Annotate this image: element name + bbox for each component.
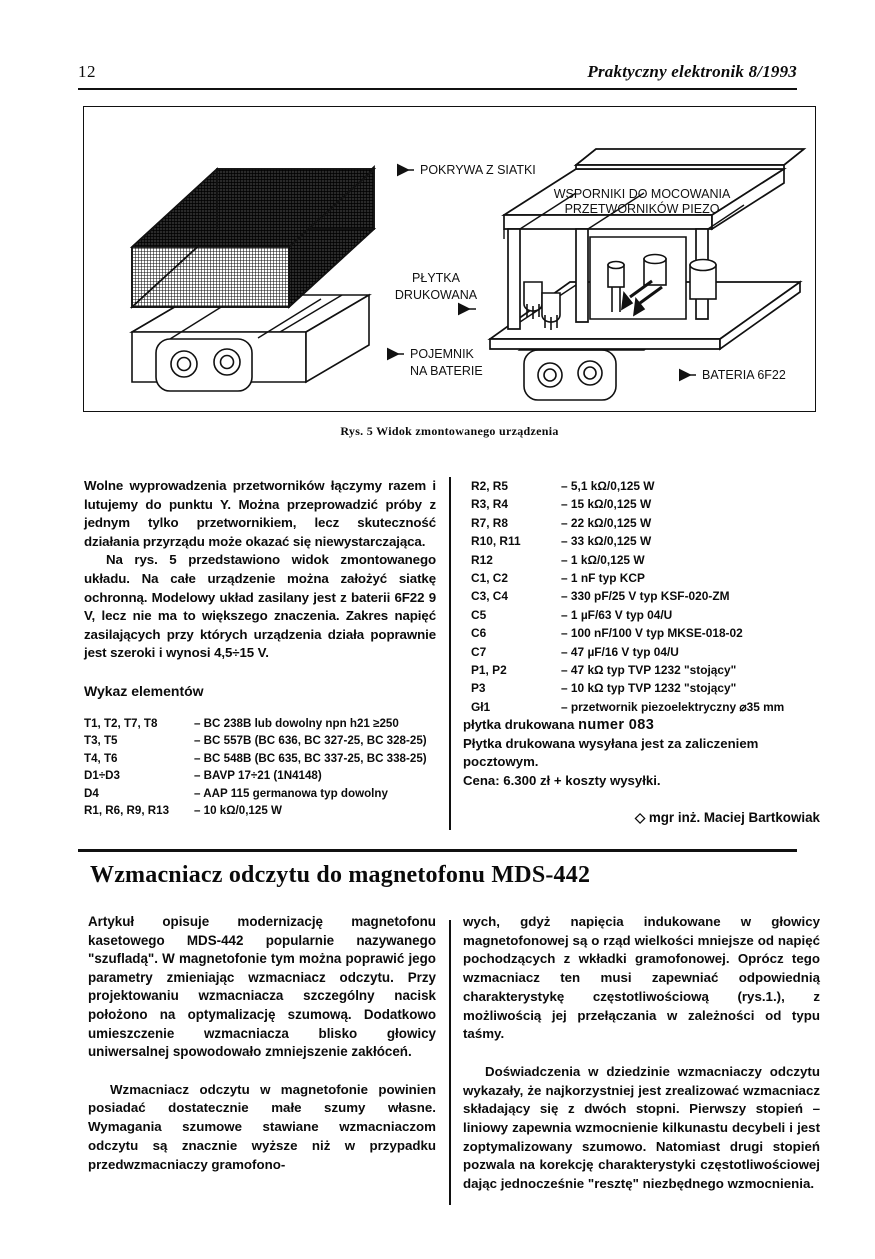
- paragraph: Wolne wyprowadzenia przetworników łączymy razem i lutujemy do punktu Y. Można przeprowadzić próby z jednym tylko przetwornikiem, lecz skuteczność działania przyrządu może okazać się niewystarczająca.: [84, 478, 436, 549]
- part-value: – 100 nF/100 V typ MKSE-018-02: [561, 626, 743, 641]
- part-designator: R1, R6, R9, R13: [84, 803, 170, 817]
- part-designator: R3, R4: [471, 497, 509, 512]
- article1-left-column: [84, 477, 436, 819]
- column-divider: [449, 477, 451, 830]
- part-designator: C5: [471, 607, 487, 622]
- article2-right-column: [463, 913, 820, 1194]
- part-value: – 33 kΩ/0,125 W: [561, 534, 652, 549]
- parts-list-left: [84, 715, 436, 819]
- part-value: – przetwornik piezoelektryczny ⌀35 mm: [561, 699, 785, 714]
- parts-list-right: [463, 477, 820, 716]
- table-row: [463, 679, 820, 697]
- author-byline: ◇ mgr inż. Maciej Bartkowiak: [634, 810, 820, 826]
- table-row: [463, 587, 820, 605]
- part-value: – 10 kΩ/0,125 W: [194, 803, 282, 817]
- part-designator: T1, T2, T7, T8: [84, 716, 158, 730]
- paragraph: wych, gdyż napięcia indukowane w głowicy magnetofonowej są o rząd wielkości mniejsze od napięć pochodzących z wkładki gramofonowej. Oprócz tego wzmacniacz ten musi zapewniać odpowiednią charakterystykę częstotliwościową (rys.1.), z możliwością jej przełączania w zależności od typu taśmy.: [463, 914, 820, 1042]
- label-pcb-line2: DRUKOWANA: [394, 288, 478, 302]
- part-value: – BC 557B (BC 636, BC 327-25, BC 328-25): [194, 734, 427, 748]
- article2-title: Wzmacniacz odczytu do magnetofonu MDS-442: [90, 862, 591, 888]
- table-row: [463, 643, 820, 661]
- label-brackets-line1: WSPORNIKI DO MOCOWANIA: [553, 187, 731, 201]
- part-designator: D1÷D3: [84, 769, 121, 783]
- table-row: [84, 715, 436, 732]
- part-value: – 1 µF/63 V typ 04/U: [561, 607, 673, 622]
- part-designator: C3, C4: [471, 589, 509, 604]
- part-designator: R7, R8: [471, 515, 509, 530]
- part-designator: T4, T6: [84, 751, 118, 765]
- mesh-cover: [132, 167, 374, 307]
- table-row: [84, 750, 436, 767]
- price-note: Cena: 6.300 zł + koszty wysyłki.: [463, 772, 661, 788]
- label-battery-holder-line1: POJEMNIK: [410, 347, 474, 361]
- table-row: [84, 802, 436, 819]
- page-header: [78, 62, 797, 96]
- table-row: [463, 477, 820, 495]
- part-designator: T3, T5: [84, 734, 118, 748]
- part-value: – AAP 115 germanowa typ dowolny: [194, 786, 388, 800]
- paragraph: Doświadczenia w dziedzinie wzmacniaczy odczytu wykazały, że najkorzystniej jest zrealizować wzmacniacz składający się z dwóch stopni. Pierwszy stopień – liniowy zapewnia wzmocnienie kilkunastu decybeli i jest zoptymalizowany szumowo. Natomiast drugi stopień pozwala na korekcję charakterystyki częstotliwościowej dając jednocześnie "resztę" niezbędnego wzmocnienia.: [463, 1063, 820, 1192]
- battery-snap-plate-left: [156, 339, 252, 391]
- part-value: – BAVP 17÷21 (1N4148): [194, 769, 322, 783]
- part-value: – 47 kΩ typ TVP 1232 "stojący": [561, 663, 737, 678]
- table-row: [463, 551, 820, 569]
- parts-list-heading: Wykaz elementów: [84, 682, 204, 699]
- table-row: [463, 514, 820, 532]
- figure-caption: Rys. 5 Widok zmontowanego urządzenia: [340, 424, 559, 438]
- part-designator: R2, R5: [471, 479, 509, 493]
- table-row: [84, 767, 436, 784]
- table-row: [463, 661, 820, 679]
- magazine-title: Praktyczny elektronik 8/1993: [587, 62, 797, 81]
- pcb-number-note: [463, 716, 820, 735]
- table-row: [463, 495, 820, 513]
- part-designator: R12: [471, 552, 493, 567]
- label-cover: POKRYWA Z SIATKI: [420, 163, 536, 177]
- part-designator: R10, R11: [471, 534, 521, 549]
- part-value: – 47 µF/16 V typ 04/U: [561, 644, 679, 659]
- paragraph: Na rys. 5 przedstawiono widok zmontowanego układu. Na całe urządzenie można założyć siatkę ochronną. Modelowy układ zasilany jest z baterii 6F22 9 V, lecz nie ma to większego znaczenia. Zakres napięć zasilających przy których urządzenia działa poprawnie jest szeroki i wynosi 4,5÷15 V.: [84, 552, 436, 661]
- column-divider: [449, 920, 451, 1205]
- article-mds442: [78, 913, 820, 1213]
- shipping-note: Płytka drukowana wysyłana jest za zaliczeniem pocztowym.: [463, 735, 759, 770]
- label-battery: BATERIA 6F22: [702, 368, 786, 382]
- part-value: – BC 238B lub dowolny npn h21 ≥250: [194, 716, 399, 730]
- article-piezo-continued: [78, 477, 820, 832]
- part-designator: D4: [84, 786, 99, 800]
- lead-paragraph: Artykuł opisuje modernizację magnetofonu kasetowego MDS-442 popularnie nazywanego "szufladą". W magnetofonie tym można poprawić jego parametry zmieniając wzmacniacz odczytu. Przy projektowaniu wzmacniacza szczególny nacisk położono na optymalizację szumową. Dodatkowo umieszczenie wzmacniacza blisko głowicy uniwersalnej spowodowało zmniejszenie zakłóceń.: [88, 914, 436, 1060]
- label-pcb-line1: PŁYTKA: [412, 271, 460, 285]
- header-rule: [78, 88, 797, 90]
- table-row: [463, 606, 820, 624]
- label-battery-holder-line2: NA BATERIE: [410, 364, 483, 378]
- figure-drawing: [84, 107, 814, 410]
- pcb-note-prefix: płytka drukowana: [463, 717, 579, 733]
- table-row: [463, 624, 820, 642]
- part-value: – 15 kΩ/0,125 W: [561, 497, 652, 512]
- article1-right-column: [463, 477, 820, 826]
- part-value: – 22 kΩ/0,125 W: [561, 515, 652, 530]
- figure-assembly-view: [83, 106, 816, 412]
- part-value: – 1 nF typ KCP: [561, 571, 645, 586]
- paragraph: Wzmacniacz odczytu w magnetofonie powinien posiadać dostatecznie małe szumy własne. Wymagania szumowe stawiane wzmacniaczom odczytu są znacznie wyższe niż w przypadku przedwzmacniaczy gramofono-: [88, 1081, 436, 1172]
- table-row: [463, 698, 820, 716]
- part-designator: Gł1: [471, 699, 491, 714]
- part-designator: P3: [471, 681, 486, 696]
- part-value: – BC 548B (BC 635, BC 337-25, BC 338-25): [194, 751, 427, 765]
- part-value: – 5,1 kΩ/0,125 W: [561, 479, 655, 493]
- table-row: [463, 532, 820, 550]
- part-value: – 330 pF/25 V typ KSF-020-ZM: [561, 589, 730, 604]
- part-designator: P1, P2: [471, 663, 507, 678]
- page-number: 12: [78, 62, 96, 81]
- part-designator: C1, C2: [471, 571, 509, 586]
- table-row: [84, 732, 436, 749]
- pcb-note-number: numer 083: [578, 717, 655, 734]
- part-designator: C6: [471, 626, 487, 641]
- label-brackets-line2: PRZETWORNIKÓW PIEZO: [564, 202, 720, 216]
- table-row: [463, 569, 820, 587]
- part-designator: C7: [471, 644, 487, 659]
- article2-left-column: [88, 913, 436, 1174]
- table-row: [84, 785, 436, 802]
- part-value: – 10 kΩ typ TVP 1232 "stojący": [561, 681, 737, 696]
- part-value: – 1 kΩ/0,125 W: [561, 552, 645, 567]
- article-separator-rule: [78, 849, 797, 852]
